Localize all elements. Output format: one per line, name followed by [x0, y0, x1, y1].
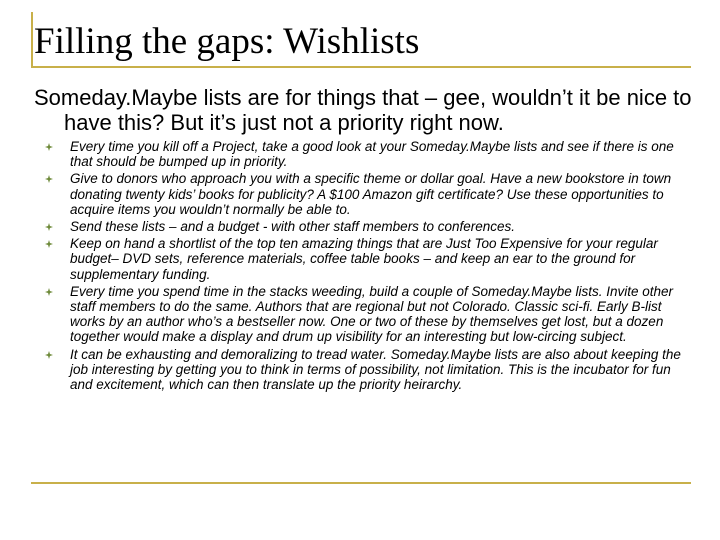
slide-title: Filling the gaps: Wishlists — [34, 21, 420, 62]
bullet-item — [70, 236, 690, 282]
diamond-bullet-icon — [45, 143, 53, 151]
bullet-item — [70, 219, 690, 234]
footer-accent-rule — [31, 482, 691, 484]
bullet-item — [70, 284, 690, 345]
title-accent-vertical-rule — [31, 12, 33, 67]
bullet-item — [70, 139, 690, 169]
bullet-text: Every time you kill off a Project, take a good look at your Someday.Maybe lists and see if there is one that should be bumped up in priority. — [70, 139, 674, 170]
bullet-text: It can be exhausting and demoralizing to tread water. Someday.Maybe lists are also about keeping the job interesting by getting you to think in terms of possibility, not limitation. This is the incubator for fun and excitement, which can then translate up the priority heirarchy. — [70, 346, 681, 393]
title-accent-horizontal-rule — [31, 66, 691, 68]
diamond-bullet-icon — [45, 175, 53, 183]
diamond-bullet-icon — [45, 351, 53, 359]
diamond-bullet-icon — [45, 288, 53, 296]
bullet-text: Give to donors who approach you with a specific theme or dollar goal. Have a new bookstore in town donating twenty kids’ books for publicity? A $100 Amazon gift certificate? Use these opportunities to acquire items you wouldn’t normally be able to. — [70, 171, 672, 217]
intro-paragraph: Someday.Maybe lists are for things that – gee, wouldn’t it be nice to have this? But it’s just not a priority right now. — [34, 85, 692, 135]
bullet-item — [70, 171, 690, 217]
bullet-text: Keep on hand a shortlist of the top ten amazing things that are Just Too Expensive for your regular budget– DVD sets, reference materials, coffee table books – and keep an ear to the ground for supplementary funding. — [70, 236, 658, 282]
bullet-item — [70, 347, 690, 393]
diamond-bullet-icon — [45, 223, 53, 231]
bullet-text: Every time you spend time in the stacks weeding, build a couple of Someday.Maybe lists. Invite other staff members to do the same. Authors that are regional but not Colorado. Classic sci-fi. Early B-list works by an author who’s a bestseller now. One or two of these by themselves get lost, but a dozen together would make a display and drum up visibility for an interesting but low-circing subject. — [70, 283, 674, 345]
bullet-text: Send these lists – and a budget - with other staff members to conferences. — [70, 219, 515, 235]
bullet-list — [70, 139, 690, 394]
diamond-bullet-icon — [45, 240, 53, 248]
